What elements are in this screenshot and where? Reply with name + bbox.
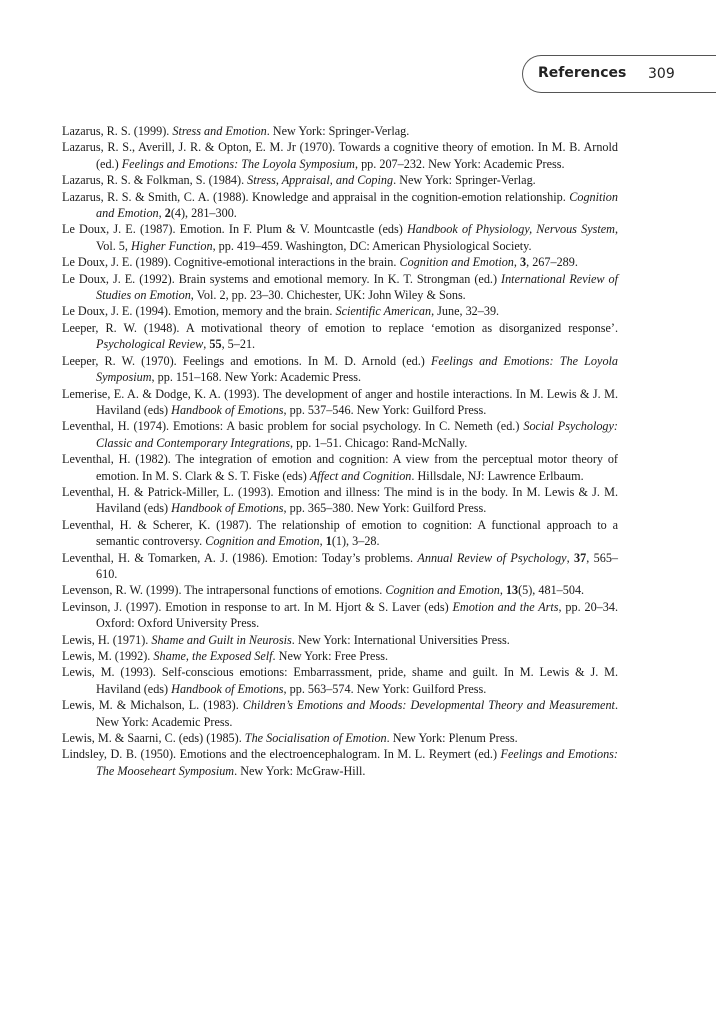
reference-entry: Leventhal, H. & Patrick-Miller, L. (1993). Emotion and illness: The mind is in the body. In M. Lewis & J. M. Haviland (eds) Handbook of Emotions, pp. 365–380. New York: Guilford Press.: [62, 484, 618, 516]
reference-entry: Lemerise, E. A. & Dodge, K. A. (1993). The development of anger and hostile interactions. In M. Lewis & J. M. Haviland (eds) Handbook of Emotions, pp. 537–546. New York: Guilford Press.: [62, 386, 618, 417]
reference-entry: Leventhal, H. & Scherer, K. (1987). The relationship of emotion to cognition: A functional approach to a semantic controversy. Cognition and Emotion, 1(1), 3–28.: [62, 517, 618, 549]
reference-entry: Leventhal, H. & Tomarken, A. J. (1986). Emotion: Today’s problems. Annual Review of Psychology, 37, 565–610.: [62, 550, 619, 581]
reference-entry: Lazarus, R. S. & Smith, C. A. (1988). Knowledge and appraisal in the cognition-emotion relationship. Cognition and Emotion, 2(4), 281–300.: [62, 189, 618, 221]
reference-entry: Le Doux, J. E. (1994). Emotion, memory and the brain. Scientific American, June, 32–39.: [62, 304, 500, 319]
reference-entry: Lewis, M. (1992). Shame, the Exposed Self. New York: Free Press.: [62, 649, 388, 663]
reference-entry: Lindsley, D. B. (1950). Emotions and the electroencephalogram. In M. L. Reymert (ed.) Feelings and Emotions: The Mooseheart Symposium. New York: McGraw-Hill.: [62, 747, 618, 778]
running-header-title: References: [538, 65, 627, 81]
reference-entry: Lewis, M. (1993). Self-conscious emotions: Embarrassment, pride, shame and guilt. In M. Lewis & J. M. Haviland (eds) Handbook of Emotions, pp. 563–574. New York: Guilford Press.: [62, 665, 618, 696]
reference-entry: Levinson, J. (1997). Emotion in response to art. In M. Hjort & S. Laver (eds) Emotion and the Arts, pp. 20–34. Oxford: Oxford University Press.: [62, 599, 618, 631]
reference-entry: Lewis, M. & Michalson, L. (1983). Children’s Emotions and Moods: Developmental Theory and Measurement. New York: Academic Press.: [62, 698, 618, 729]
reference-entry: Leeper, R. W. (1948). A motivational theory of emotion to replace ‘emotion as disorganized response’. Psychological Review, 55, 5–21.: [62, 320, 618, 352]
reference-entry: Le Doux, J. E. (1987). Emotion. In F. Plum & V. Mountcastle (eds) Handbook of Physiology, Nervous System, Vol. 5, Higher Function, pp. 419–459. Washington, DC: American Physiological Society.: [62, 222, 618, 253]
page-number: 309: [648, 66, 675, 82]
reference-entry: Lewis, H. (1971). Shame and Guilt in Neurosis. New York: International Universities Press.: [62, 632, 510, 647]
reference-entry: Lazarus, R. S. (1999). Stress and Emotion. New York: Springer-Verlag.: [62, 124, 410, 138]
reference-entry: Leeper, R. W. (1970). Feelings and emotions. In M. D. Arnold (ed.) Feelings and Emotions: The Loyola Symposium, pp. 151–168. New York: Academic Press.: [62, 353, 619, 385]
reference-list: [62, 123, 618, 779]
reference-entry: Levenson, R. W. (1999). The intrapersonal functions of emotions. Cognition and Emotion, 13(5), 481–504.: [62, 583, 585, 598]
reference-entry: Leventhal, H. (1974). Emotions: A basic problem for social psychology. In C. Nemeth (ed.) Social Psychology: Classic and Contemporary Integrations, pp. 1–51. Chicago: Rand-McNally.: [62, 419, 618, 450]
reference-entry: Leventhal, H. (1982). The integration of emotion and cognition: A view from the perceptual motor theory of emotion. In M. S. Clark & S. T. Fiske (eds) Affect and Cognition. Hillsdale, NJ: Lawrence Erlbaum.: [62, 452, 618, 483]
reference-entry: Lewis, M. & Saarni, C. (eds) (1985). The Socialisation of Emotion. New York: Plenum Press.: [62, 731, 518, 746]
reference-entry: Le Doux, J. E. (1992). Brain systems and emotional memory. In K. T. Strongman (ed.) International Review of Studies on Emotion, Vol. 2, pp. 23–30. Chichester, UK: John Wiley & Sons.: [62, 271, 618, 303]
reference-entry: Lazarus, R. S., Averill, J. R. & Opton, E. M. Jr (1970). Towards a cognitive theory of emotion. In M. B. Arnold (ed.) Feelings and Emotions: The Loyola Symposium, pp. 207–232. New York: Academic Press.: [62, 140, 618, 171]
reference-entry: Lazarus, R. S. & Folkman, S. (1984). Stress, Appraisal, and Coping. New York: Springer-Verlag.: [62, 173, 536, 188]
reference-entry: Le Doux, J. E. (1989). Cognitive-emotional interactions in the brain. Cognition and Emotion, 3, 267–289.: [62, 255, 578, 270]
